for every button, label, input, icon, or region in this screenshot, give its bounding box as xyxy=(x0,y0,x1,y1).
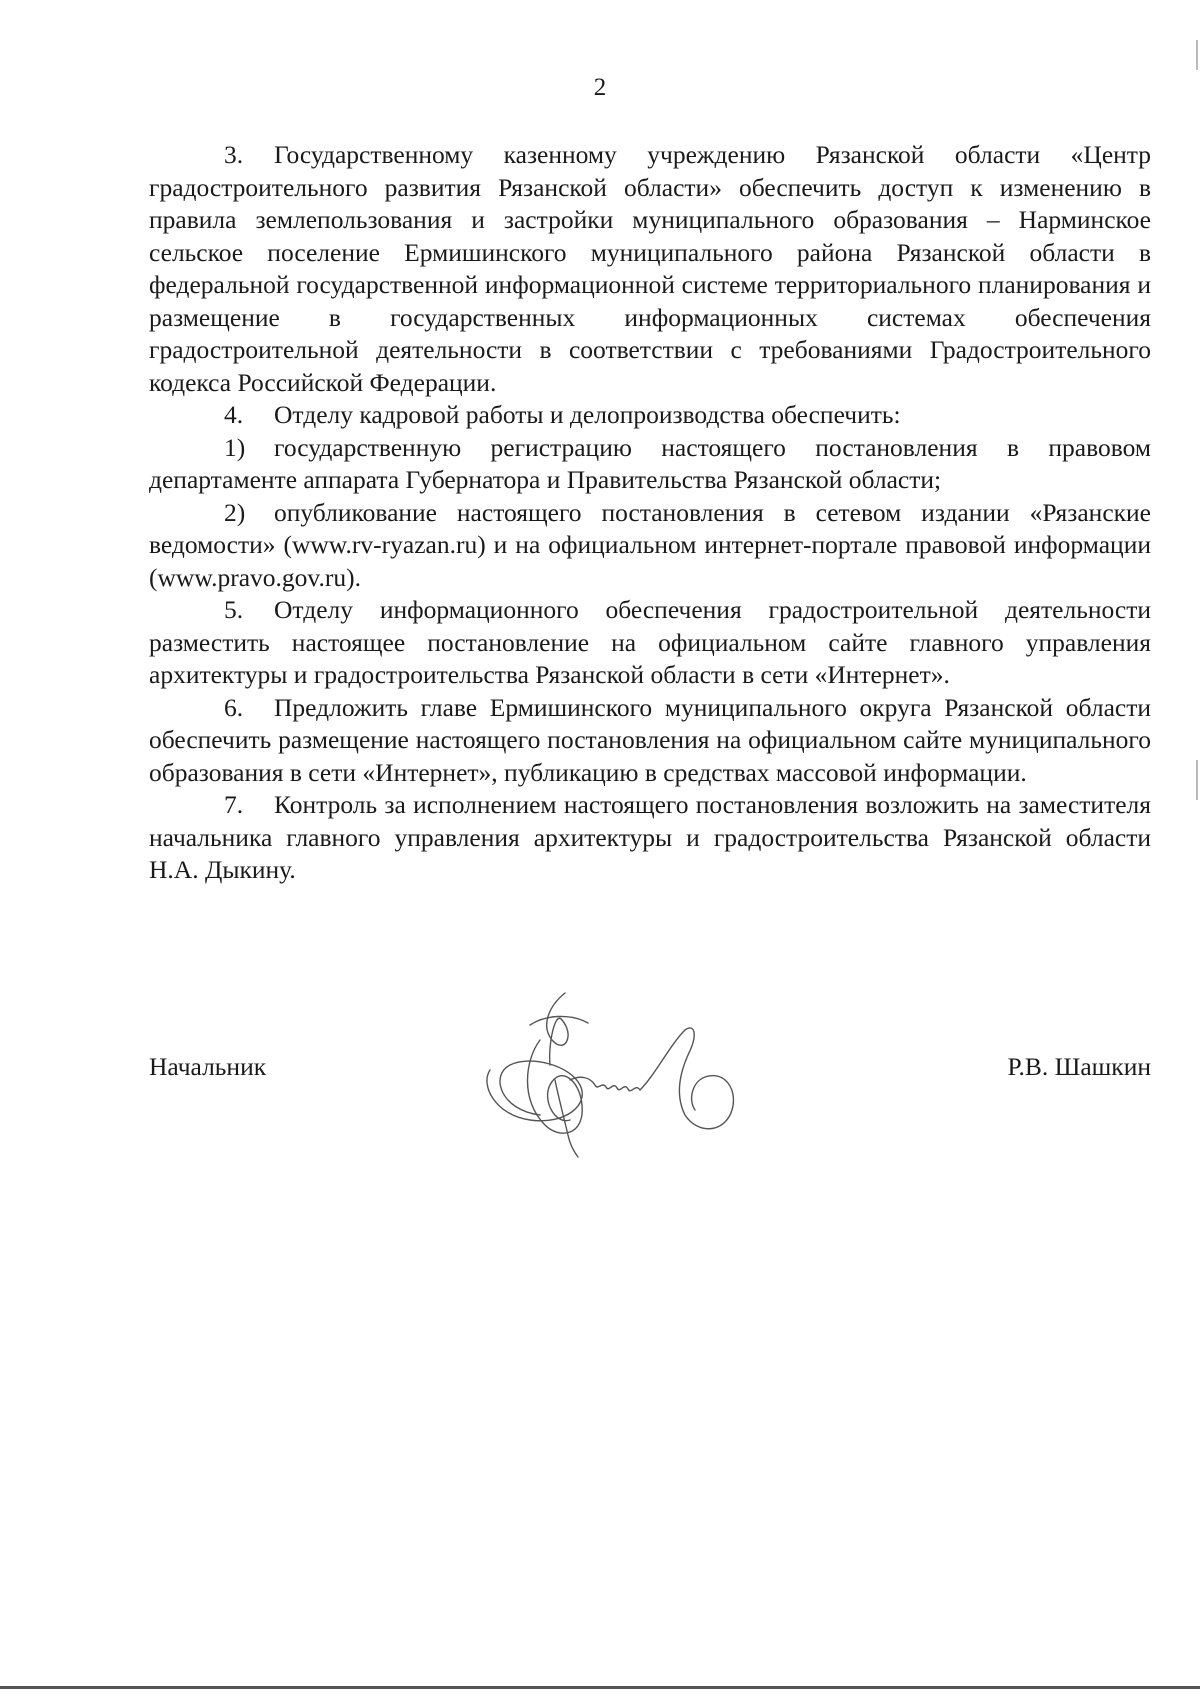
document-body xyxy=(149,139,1151,887)
paragraph-number: 1) xyxy=(224,432,246,462)
paragraph-4 xyxy=(149,399,1151,432)
scan-edge-mark xyxy=(1196,760,1198,800)
scan-edge-mark xyxy=(1196,40,1198,70)
paragraph-text: опубликование настоящего постановления в сетевом издании «Рязанские ведомости» (www.rv-ryazan.ru) и на официальном интернет-портале правовой информации (www.pravo.gov.ru). xyxy=(149,497,1151,592)
paragraph-text: Контроль за исполнением настоящего постановления возложить на заместителя начальника главного управления архитектуры и градостроительства Рязанской области Н.А. Дыкину. xyxy=(149,790,1151,884)
signatory-role: Начальник xyxy=(149,1052,267,1081)
paragraph-3 xyxy=(149,139,1151,399)
paragraph-number: 3. xyxy=(224,140,244,169)
paragraph-text: Отделу кадровой работы и делопроизводства обеспечить: xyxy=(274,400,901,429)
scan-bottom-edge xyxy=(0,1686,1200,1689)
paragraph-number: 5. xyxy=(224,595,244,624)
paragraph-number: 6. xyxy=(224,692,244,722)
paragraph-text: Предложить главе Ермишинского муниципального округа Рязанской области обеспечить размещение настоящего постановления на официальном сайте муниципального образования в сети «Интернет», публикацию в средствах массовой информации. xyxy=(149,692,1151,787)
handwritten-signature xyxy=(470,985,770,1160)
paragraph-text: Государственному казенному учреждению Рязанской области «Центр градостроительного развития Рязанской области» обеспечить доступ к изменению в правила землепользования и застройки муниципального образования – Нарминское сельское поселение Ермишинского муниципального района Рязанской области в федеральной государственной информационной системе территориального планирования и размещение в государственных информационных системах обеспечения градостроительной деятельности в соответствии с требованиями Градостроительного кодекса Российской Федерации. xyxy=(149,140,1151,397)
paragraph-text: государственную регистрацию настоящего постановления в правовом департаменте аппарата Губернатора и Правительства Рязанской области; xyxy=(149,432,1151,494)
subparagraph-2 xyxy=(149,497,1151,595)
paragraph-number: 7. xyxy=(224,790,244,819)
subparagraph-1 xyxy=(149,432,1151,497)
paragraph-7 xyxy=(149,789,1151,887)
paragraph-number: 4. xyxy=(224,400,244,429)
paragraph-text: Отделу информационного обеспечения градостроительной деятельности разместить настоящее постановление на официальном сайте главного управления архитектуры и градостроительства Рязанской области в сети «Интернет». xyxy=(149,595,1151,689)
paragraph-number: 2) xyxy=(224,497,246,527)
page-number: 2 xyxy=(593,74,607,101)
paragraph-5 xyxy=(149,594,1151,692)
paragraph-6 xyxy=(149,692,1151,790)
signatory-name: Р.В. Шашкин xyxy=(1007,1052,1151,1081)
